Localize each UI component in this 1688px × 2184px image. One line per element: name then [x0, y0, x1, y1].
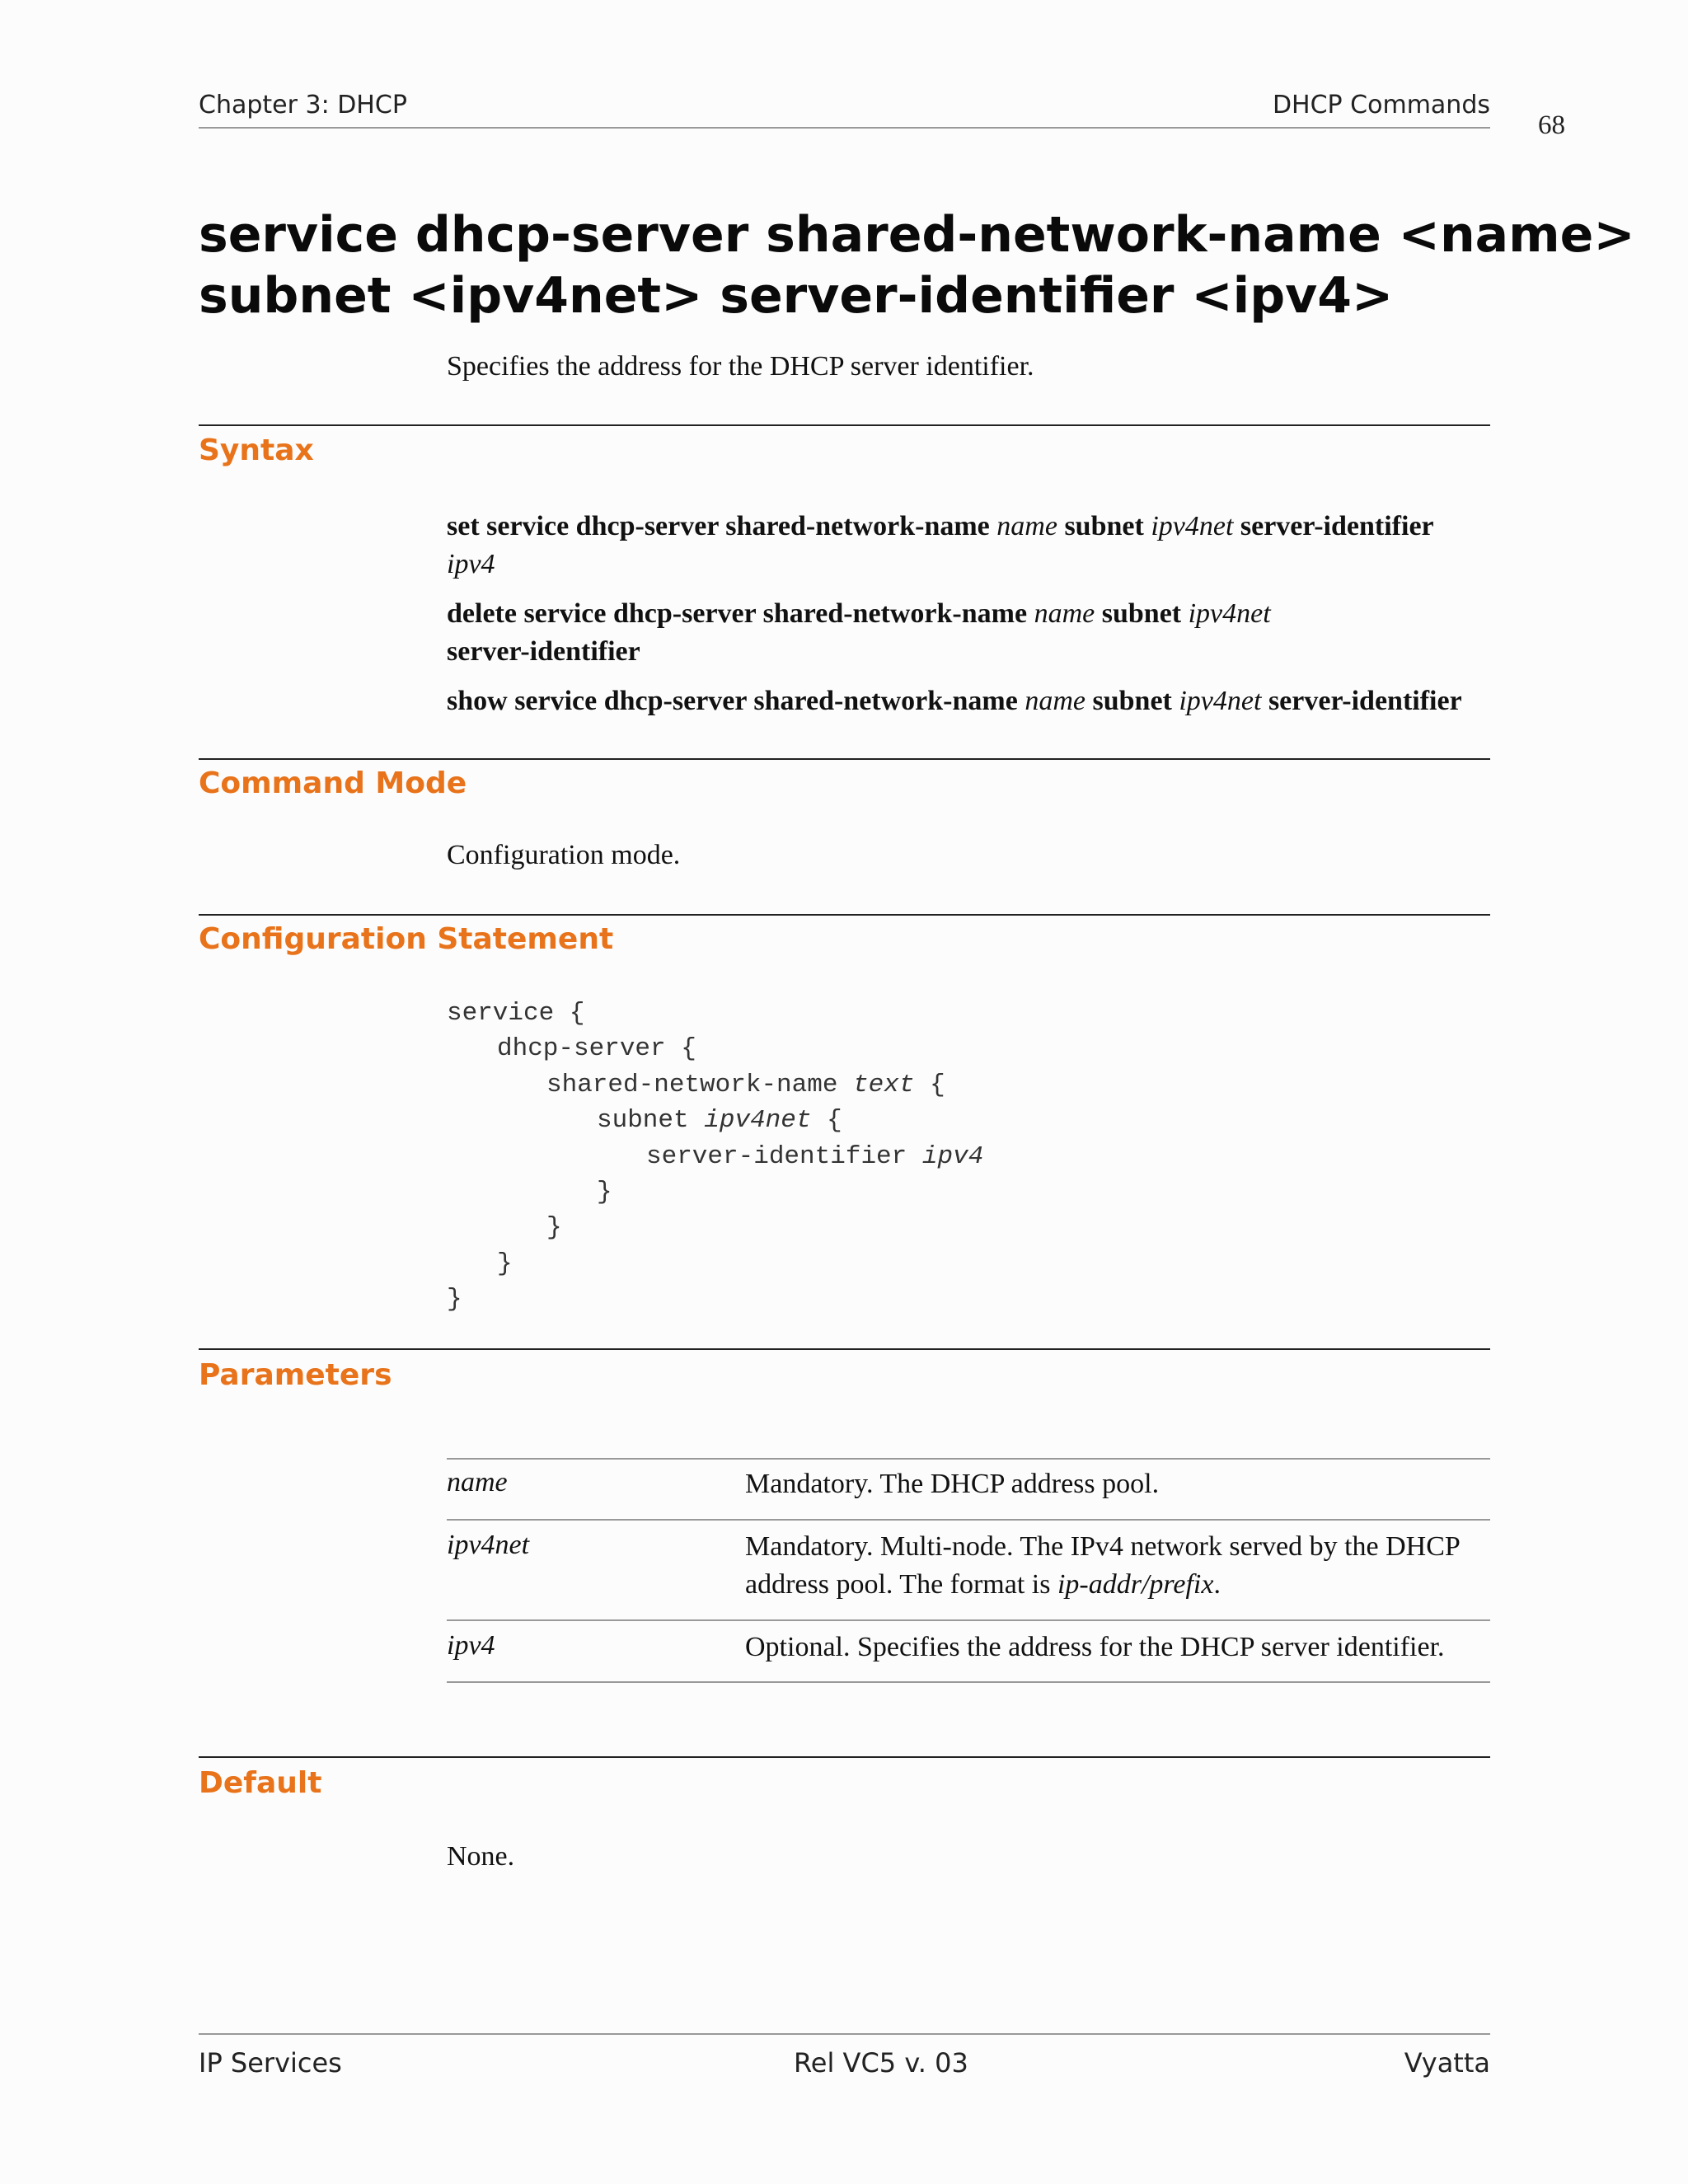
- syntax-show: [447, 682, 1462, 720]
- param-name: name: [447, 1467, 508, 1497]
- syntax-set-part: subnet: [1064, 511, 1144, 541]
- syntax-delete-part: subnet: [1101, 598, 1182, 629]
- section-rule: [199, 1348, 1490, 1350]
- table-rule: [447, 1619, 1490, 1621]
- code-keyword: subnet: [597, 1106, 705, 1135]
- code-brace: }: [597, 1178, 612, 1207]
- param-name: ipv4net: [447, 1530, 530, 1560]
- section-rule: [199, 424, 1490, 426]
- syntax-delete: [447, 595, 1490, 671]
- code-line: [546, 1071, 945, 1099]
- code-line: dhcp-server {: [497, 1034, 696, 1063]
- section-heading-configuration-statement: Configuration Statement: [199, 922, 614, 956]
- section-heading-default: Default: [199, 1766, 322, 1800]
- syntax-set: [447, 508, 1490, 583]
- syntax-set-part: server-identifier: [1240, 511, 1434, 541]
- code-keyword: server-identifier: [646, 1142, 922, 1171]
- header-rule: [199, 127, 1490, 129]
- syntax-set-arg: ipv4net: [1151, 511, 1234, 541]
- table-rule: [447, 1458, 1490, 1460]
- syntax-delete-arg: ipv4net: [1188, 598, 1271, 629]
- syntax-set-arg: name: [996, 511, 1057, 541]
- footer-center: Rel VC5 v. 03: [794, 2047, 968, 2079]
- command-description: Specifies the address for the DHCP server identifier.: [447, 351, 1034, 382]
- footer-rule: [199, 2033, 1490, 2035]
- code-arg: text: [853, 1071, 915, 1099]
- code-line: [646, 1142, 983, 1171]
- section-heading-command-mode: Command Mode: [199, 766, 467, 800]
- syntax-delete-part: delete service dhcp-server shared-network-name: [447, 598, 1028, 629]
- title-line-2: subnet <ipv4net> server-identifier <ipv4>: [199, 267, 1394, 325]
- page-number: 68: [1538, 110, 1565, 140]
- table-rule: [447, 1681, 1490, 1683]
- header-section: DHCP Commands: [1272, 91, 1490, 120]
- param-description-text: Mandatory. Multi-node. The IPv4 network served by the DHCP address pool. The format is: [745, 1531, 1460, 1600]
- page-title: [199, 204, 1635, 326]
- param-description: [745, 1528, 1470, 1604]
- syntax-show-part: show service dhcp-server shared-network-name: [447, 686, 1018, 716]
- section-rule: [199, 1756, 1490, 1758]
- footer-left: IP Services: [199, 2047, 342, 2079]
- header-chapter: Chapter 3: DHCP: [199, 91, 407, 120]
- param-name: ipv4: [447, 1630, 495, 1661]
- code-line: service {: [447, 999, 585, 1028]
- code-brace: {: [811, 1106, 842, 1135]
- code-brace: }: [546, 1213, 562, 1242]
- param-description: Optional. Specifies the address for the DHCP server identifier.: [745, 1632, 1445, 1662]
- section-heading-syntax: Syntax: [199, 434, 314, 467]
- syntax-set-part: set service dhcp-server shared-network-name: [447, 511, 990, 541]
- syntax-show-part: server-identifier: [1268, 686, 1462, 716]
- title-line-1: service dhcp-server shared-network-name <name>: [199, 206, 1635, 264]
- table-rule: [447, 1519, 1490, 1521]
- default-text: None.: [447, 1841, 515, 1872]
- syntax-delete-part: server-identifier: [447, 636, 640, 667]
- code-brace: {: [914, 1071, 945, 1099]
- param-description-end: .: [1213, 1569, 1221, 1600]
- param-format: ip-addr/prefix: [1057, 1569, 1214, 1600]
- syntax-show-arg: name: [1025, 686, 1085, 716]
- code-line: [597, 1106, 842, 1135]
- syntax-delete-arg: name: [1034, 598, 1095, 629]
- footer-right: Vyatta: [1404, 2047, 1490, 2079]
- syntax-show-part: subnet: [1092, 686, 1172, 716]
- param-description: Mandatory. The DHCP address pool.: [745, 1469, 1160, 1499]
- code-arg: ipv4net: [704, 1106, 812, 1135]
- code-brace: }: [497, 1249, 513, 1278]
- code-brace: }: [447, 1285, 462, 1314]
- code-arg: ipv4: [921, 1142, 984, 1171]
- syntax-set-arg: ipv4: [447, 549, 495, 579]
- section-rule: [199, 758, 1490, 760]
- syntax-show-arg: ipv4net: [1179, 686, 1262, 716]
- code-keyword: shared-network-name: [546, 1071, 854, 1099]
- section-heading-parameters: Parameters: [199, 1358, 392, 1392]
- section-rule: [199, 914, 1490, 916]
- command-mode-text: Configuration mode.: [447, 840, 681, 870]
